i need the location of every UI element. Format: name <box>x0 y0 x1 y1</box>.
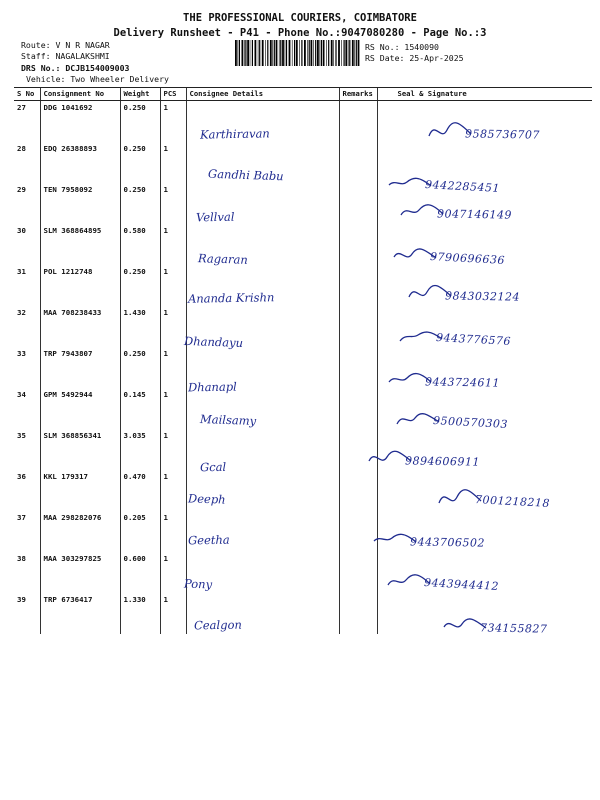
row-consignment-no: TEN 7958092 <box>40 183 120 224</box>
row-remarks <box>339 142 377 183</box>
handwritten-name: Karthiravan <box>199 126 270 142</box>
row-remarks <box>339 552 377 593</box>
runsheet-subtitle: Delivery Runsheet - P41 - Phone No.:9047080280 - Page No.:3 <box>113 27 487 39</box>
signature-scribble <box>365 445 415 471</box>
signature-scribble <box>385 170 435 196</box>
row-pcs: 1 <box>160 306 186 347</box>
row-consignment-no: EDQ 26388893 <box>40 142 120 183</box>
row-pcs: 1 <box>160 593 186 634</box>
row-weight: 0.250 <box>120 347 160 388</box>
col-header-weight: Weight <box>120 88 160 101</box>
table-row <box>14 347 592 388</box>
col-header-consignment: Consignment No <box>40 88 120 101</box>
row-remarks <box>339 347 377 388</box>
table-row <box>14 224 592 265</box>
row-pcs: 1 <box>160 470 186 511</box>
row-sno: 34 <box>17 390 26 399</box>
row-pcs: 1 <box>160 511 186 552</box>
row-sno: 36 <box>17 472 26 481</box>
handwritten-phone: 9047146149 <box>436 207 513 222</box>
staff-text: Staff: NAGALAKSHMI <box>21 51 110 61</box>
table-header <box>14 88 592 101</box>
runsheet-table <box>14 87 592 634</box>
col-header-pcs: PCS <box>160 88 186 101</box>
row-pcs: 1 <box>160 552 186 593</box>
row-sno: 30 <box>17 226 26 235</box>
handwritten-name: Gcal <box>199 459 227 475</box>
row-weight: 1.430 <box>120 306 160 347</box>
col-header-consignee: Consignee Details <box>186 88 339 101</box>
row-pcs: 1 <box>160 142 186 183</box>
table-row <box>14 429 592 470</box>
row-weight: 0.250 <box>120 101 160 143</box>
row-consignment-no: SLM 368864895 <box>40 224 120 265</box>
signature-scribble <box>397 198 447 224</box>
drs-number: DRS No.: DCJB154009003 <box>21 63 130 73</box>
vehicle-text: Vehicle: Two Wheeler Delivery <box>26 74 169 84</box>
row-consignment-no: KKL 179317 <box>40 470 120 511</box>
row-pcs: 1 <box>160 388 186 429</box>
handwritten-phone: 9443776576 <box>435 331 512 348</box>
row-weight: 0.470 <box>120 470 160 511</box>
handwritten-phone: 9442285451 <box>424 178 501 195</box>
row-weight: 1.330 <box>120 593 160 634</box>
row-sno: 29 <box>17 185 26 194</box>
row-consignment-no: GPM 5492944 <box>40 388 120 429</box>
row-sno: 31 <box>17 267 26 276</box>
row-sno: 37 <box>17 513 26 522</box>
row-sno: 28 <box>17 144 26 153</box>
row-pcs: 1 <box>160 265 186 306</box>
row-weight: 0.580 <box>120 224 160 265</box>
handwritten-name: Deeph <box>187 491 226 507</box>
signature-scribble <box>435 485 485 511</box>
row-sno: 35 <box>17 431 26 440</box>
handwritten-phone: 9443706502 <box>409 535 486 550</box>
handwritten-phone: 9894606911 <box>404 454 481 469</box>
handwritten-phone: 9443944412 <box>423 576 500 593</box>
signature-scribble <box>440 612 490 638</box>
barcode-image <box>235 40 360 66</box>
row-consignment-no: SLM 368856341 <box>40 429 120 470</box>
handwritten-name: Vellval <box>195 209 235 225</box>
signature-scribble <box>405 280 455 306</box>
row-consignment-no: TRP 6736417 <box>40 593 120 634</box>
handwritten-phone: 9500570303 <box>432 414 509 431</box>
row-pcs: 1 <box>160 101 186 143</box>
row-consignment-no: MAA 708238433 <box>40 306 120 347</box>
handwritten-name: Dhanapl <box>187 379 237 395</box>
row-sno: 33 <box>17 349 26 358</box>
handwritten-phone: 9443724611 <box>424 375 501 390</box>
handwritten-name: Mailsamy <box>199 412 257 428</box>
signature-scribble <box>385 366 435 392</box>
handwritten-name: Ragaran <box>197 251 248 267</box>
row-remarks <box>339 265 377 306</box>
row-sno: 38 <box>17 554 26 563</box>
signature-scribble <box>396 323 446 349</box>
handwritten-name: Ananda Krishn <box>187 290 275 306</box>
row-sno: 27 <box>17 103 26 112</box>
row-remarks <box>339 470 377 511</box>
row-sno: 32 <box>17 308 26 317</box>
col-header-signature: Seal & Signature <box>377 88 592 101</box>
table-row <box>14 511 592 552</box>
handwritten-name: Cealgon <box>193 617 242 633</box>
table-row <box>14 552 592 593</box>
row-pcs: 1 <box>160 224 186 265</box>
col-header-sno: S No <box>14 88 40 101</box>
handwritten-phone: 734155827 <box>479 621 548 636</box>
rs-number: RS No.: 1540090 <box>365 42 439 52</box>
row-weight: 0.600 <box>120 552 160 593</box>
rs-date: RS Date: 25-Apr-2025 <box>365 53 464 63</box>
row-consignment-no: POL 1212748 <box>40 265 120 306</box>
row-remarks <box>339 101 377 143</box>
handwritten-name: Geetha <box>187 532 230 548</box>
row-sno: 39 <box>17 595 26 604</box>
handwritten-name: Gandhi Babu <box>207 166 284 184</box>
row-weight: 0.250 <box>120 183 160 224</box>
handwritten-phone: 9843032124 <box>444 289 521 304</box>
col-header-remarks: Remarks <box>339 88 377 101</box>
row-pcs: 1 <box>160 183 186 224</box>
row-remarks <box>339 183 377 224</box>
row-weight: 0.205 <box>120 511 160 552</box>
signature-scribble <box>390 242 440 268</box>
row-pcs: 1 <box>160 347 186 388</box>
row-remarks <box>339 593 377 634</box>
route-text: Route: V N R NAGAR <box>21 40 110 50</box>
company-title: THE PROFESSIONAL COURIERS, COIMBATORE <box>183 12 417 24</box>
signature-scribble <box>425 118 475 144</box>
handwritten-phone: 9790696636 <box>429 250 506 267</box>
row-remarks <box>339 306 377 347</box>
row-consignment-no: MAA 298282076 <box>40 511 120 552</box>
signature-scribble <box>393 406 443 432</box>
table-row <box>14 142 592 183</box>
handwritten-phone: 9585736707 <box>464 127 541 142</box>
row-weight: 0.250 <box>120 142 160 183</box>
row-consignment-no: TRP 7943807 <box>40 347 120 388</box>
row-consignment-no: DDG 1041692 <box>40 101 120 143</box>
row-remarks <box>339 388 377 429</box>
handwritten-phone: 7001218218 <box>474 493 551 510</box>
row-remarks <box>339 224 377 265</box>
row-weight: 3.035 <box>120 429 160 470</box>
signature-scribble <box>384 568 434 594</box>
signature-scribble <box>370 526 420 552</box>
handwritten-name: Pony <box>183 576 213 592</box>
handwritten-name: Dhandayu <box>183 333 244 351</box>
row-weight: 0.145 <box>120 388 160 429</box>
row-consignment-no: MAA 303297825 <box>40 552 120 593</box>
row-weight: 0.250 <box>120 265 160 306</box>
row-pcs: 1 <box>160 429 186 470</box>
